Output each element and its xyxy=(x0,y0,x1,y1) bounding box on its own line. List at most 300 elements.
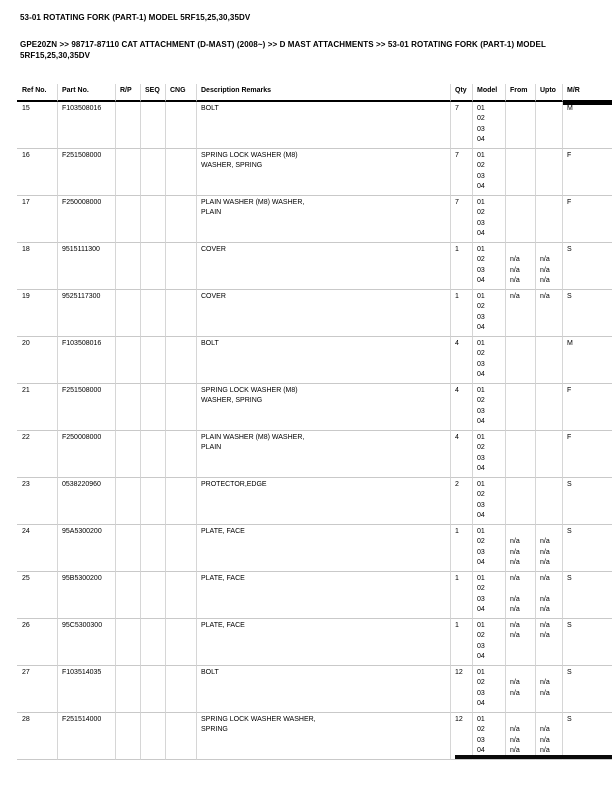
description-line: PLAIN WASHER (M8) WASHER, xyxy=(201,433,305,441)
cell-cng xyxy=(165,384,196,431)
cell-seq xyxy=(140,525,165,572)
cell-qty: 7 xyxy=(450,149,472,196)
upto-line xyxy=(540,668,560,679)
cell-description xyxy=(196,290,450,337)
table-row xyxy=(17,243,612,290)
cell-description xyxy=(196,149,450,196)
from-line xyxy=(510,584,533,595)
cell-part-no: 95C5300300 xyxy=(57,619,115,666)
from-line: n/a xyxy=(510,574,520,582)
description-line: PLAIN WASHER (M8) WASHER, xyxy=(201,198,305,206)
upto-line xyxy=(540,349,560,360)
upto-line: n/a xyxy=(540,632,550,639)
cell-rp xyxy=(115,525,140,572)
table-row xyxy=(17,290,612,337)
model-line: 02 xyxy=(477,162,485,169)
from-line xyxy=(510,480,533,491)
from-line: n/a xyxy=(510,679,520,686)
cell-description xyxy=(196,196,450,243)
from-line xyxy=(510,527,533,538)
model-line: 03 xyxy=(477,219,485,227)
description-line: PLATE, FACE xyxy=(201,621,245,629)
cell-cng xyxy=(165,337,196,384)
table-row xyxy=(17,619,612,666)
cell-qty: 7 xyxy=(450,102,472,149)
col-header-upto: Upto xyxy=(535,84,562,102)
upto-line: n/a xyxy=(540,266,550,274)
model-line: 02 xyxy=(477,632,485,639)
model-line: 04 xyxy=(477,559,485,566)
model-line: 02 xyxy=(477,538,485,545)
table-row xyxy=(17,666,612,713)
from-line: n/a xyxy=(510,559,520,566)
model-line: 02 xyxy=(477,209,485,216)
cell-seq xyxy=(140,290,165,337)
cell-mr: F xyxy=(562,431,612,478)
description-line: SPRING LOCK WASHER WASHER, xyxy=(201,715,316,723)
upto-line xyxy=(540,699,560,710)
cell-rp xyxy=(115,290,140,337)
cell-upto xyxy=(535,196,562,243)
from-line: n/a xyxy=(510,689,520,697)
upto-line xyxy=(540,715,560,726)
breadcrumb: GPE20ZN >> 98717-87110 CAT ATTACHMENT (D-MAST) (2008~) >> D MAST ATTACHMENTS >> 53-01 ROTATING FORK (PART-1) MODEL 5RF15,25,30,35DV xyxy=(20,40,546,60)
cell-part-no: 0538220960 xyxy=(57,478,115,525)
upto-line: n/a xyxy=(540,747,550,754)
upto-line: n/a xyxy=(540,548,550,556)
cell-seq xyxy=(140,666,165,713)
cell-cng xyxy=(165,572,196,619)
from-line xyxy=(510,302,533,313)
cell-model xyxy=(472,290,505,337)
from-line xyxy=(510,161,533,172)
cell-from xyxy=(505,666,535,713)
cell-upto xyxy=(535,478,562,525)
col-header-description: Description Remarks xyxy=(196,84,450,102)
cell-mr: S xyxy=(562,666,612,713)
model-line: 01 xyxy=(477,198,485,206)
from-line: n/a xyxy=(510,595,520,603)
cell-cng xyxy=(165,149,196,196)
cell-rp xyxy=(115,666,140,713)
table-row xyxy=(17,572,612,619)
cell-cng xyxy=(165,431,196,478)
col-header-mr: M/R xyxy=(562,84,612,102)
upto-line xyxy=(540,490,560,501)
model-line: 03 xyxy=(477,360,485,368)
model-line: 02 xyxy=(477,444,485,451)
cell-mr: M xyxy=(562,337,612,384)
cell-from xyxy=(505,384,535,431)
upto-line xyxy=(540,480,560,491)
table-row xyxy=(17,337,612,384)
upto-line xyxy=(540,161,560,172)
cell-ref-no: 28 xyxy=(17,713,57,760)
description-line: WASHER, SPRING xyxy=(201,162,263,169)
from-line xyxy=(510,360,533,371)
from-line xyxy=(510,245,533,256)
description-line: COVER xyxy=(201,292,226,300)
description-line: PLATE, FACE xyxy=(201,527,245,535)
cell-model xyxy=(472,572,505,619)
from-line xyxy=(510,104,533,115)
description-line: PROTECTOR,EDGE xyxy=(201,480,267,488)
upto-line xyxy=(540,443,560,454)
cell-cng xyxy=(165,525,196,572)
description-line: COVER xyxy=(201,245,226,253)
model-line: 01 xyxy=(477,480,485,488)
model-line: 04 xyxy=(477,512,485,519)
from-line xyxy=(510,433,533,444)
from-line xyxy=(510,396,533,407)
from-line xyxy=(510,370,533,381)
upto-line: n/a xyxy=(540,595,550,603)
description-line: SPRING xyxy=(201,726,228,733)
upto-line xyxy=(540,245,560,256)
model-line: 04 xyxy=(477,418,485,425)
cell-ref-no: 25 xyxy=(17,572,57,619)
from-line xyxy=(510,464,533,475)
from-line xyxy=(510,151,533,162)
model-line: 01 xyxy=(477,668,485,676)
from-line xyxy=(510,407,533,418)
table-row xyxy=(17,384,612,431)
col-header-seq: SEQ xyxy=(140,84,165,102)
upto-line: n/a xyxy=(540,559,550,566)
cell-upto xyxy=(535,431,562,478)
cell-upto xyxy=(535,149,562,196)
cell-model xyxy=(472,384,505,431)
from-line xyxy=(510,114,533,125)
upto-line xyxy=(540,208,560,219)
cell-from xyxy=(505,149,535,196)
description-line: BOLT xyxy=(201,339,219,347)
cell-rp xyxy=(115,431,140,478)
cell-qty: 4 xyxy=(450,384,472,431)
cell-qty: 1 xyxy=(450,619,472,666)
cell-model xyxy=(472,478,505,525)
cell-qty: 4 xyxy=(450,337,472,384)
from-line xyxy=(510,511,533,522)
model-line: 01 xyxy=(477,433,485,441)
cell-ref-no: 18 xyxy=(17,243,57,290)
cell-model xyxy=(472,337,505,384)
cell-seq xyxy=(140,149,165,196)
table-row xyxy=(17,713,612,760)
cell-upto xyxy=(535,619,562,666)
model-line: 04 xyxy=(477,371,485,378)
from-line: n/a xyxy=(510,548,520,556)
cell-mr: F xyxy=(562,149,612,196)
cell-model xyxy=(472,196,505,243)
page-title: 53-01 ROTATING FORK (PART-1) MODEL 5RF15,25,30,35DV xyxy=(20,13,251,22)
cell-mr: M xyxy=(562,102,612,149)
cell-ref-no: 27 xyxy=(17,666,57,713)
from-line: n/a xyxy=(510,538,520,545)
cell-qty: 1 xyxy=(450,290,472,337)
cell-seq xyxy=(140,102,165,149)
from-line: n/a xyxy=(510,736,520,744)
upto-line: n/a xyxy=(540,689,550,697)
cell-part-no: F103514035 xyxy=(57,666,115,713)
cell-model xyxy=(472,431,505,478)
upto-line: n/a xyxy=(540,679,550,686)
upto-line: n/a xyxy=(540,574,550,582)
model-line: 04 xyxy=(477,653,485,660)
model-line: 04 xyxy=(477,747,485,754)
cell-from xyxy=(505,102,535,149)
table-header-row xyxy=(17,84,612,102)
from-line: n/a xyxy=(510,606,520,613)
description-line: PLAIN xyxy=(201,209,222,216)
model-line: 03 xyxy=(477,595,485,603)
upto-line xyxy=(540,313,560,324)
cell-model xyxy=(472,619,505,666)
from-line xyxy=(510,125,533,136)
upto-line xyxy=(540,370,560,381)
cell-cng xyxy=(165,196,196,243)
cell-model xyxy=(472,102,505,149)
model-line: 04 xyxy=(477,277,485,284)
cell-from xyxy=(505,431,535,478)
upto-line xyxy=(540,584,560,595)
model-line: 03 xyxy=(477,125,485,133)
upto-line: n/a xyxy=(540,726,550,733)
from-line xyxy=(510,339,533,350)
from-line xyxy=(510,219,533,230)
from-line xyxy=(510,386,533,397)
model-line: 01 xyxy=(477,292,485,300)
from-line xyxy=(510,652,533,663)
cell-cng xyxy=(165,243,196,290)
cell-upto xyxy=(535,337,562,384)
from-line xyxy=(510,699,533,710)
cell-description xyxy=(196,478,450,525)
cell-rp xyxy=(115,102,140,149)
cell-part-no: F103508016 xyxy=(57,337,115,384)
col-header-ref-no: Ref No. xyxy=(17,84,57,102)
cell-qty: 12 xyxy=(450,666,472,713)
from-line xyxy=(510,313,533,324)
model-line: 03 xyxy=(477,501,485,509)
cell-upto xyxy=(535,713,562,760)
upto-line xyxy=(540,407,560,418)
cell-qty: 7 xyxy=(450,196,472,243)
cell-from xyxy=(505,619,535,666)
from-line: n/a xyxy=(510,747,520,754)
cell-qty: 4 xyxy=(450,431,472,478)
cell-seq xyxy=(140,243,165,290)
cell-from xyxy=(505,572,535,619)
cell-mr: S xyxy=(562,619,612,666)
table-row xyxy=(17,102,612,149)
cell-ref-no: 22 xyxy=(17,431,57,478)
cell-ref-no: 21 xyxy=(17,384,57,431)
col-header-from: From xyxy=(505,84,535,102)
cell-part-no: 9525117300 xyxy=(57,290,115,337)
from-line xyxy=(510,501,533,512)
from-line: n/a xyxy=(510,256,520,263)
cell-model xyxy=(472,243,505,290)
cell-part-no: F251514000 xyxy=(57,713,115,760)
model-line: 03 xyxy=(477,454,485,462)
upto-line xyxy=(540,172,560,183)
cell-qty: 1 xyxy=(450,525,472,572)
cell-seq xyxy=(140,713,165,760)
model-line: 04 xyxy=(477,183,485,190)
model-line: 02 xyxy=(477,585,485,592)
cell-mr: S xyxy=(562,478,612,525)
cell-ref-no: 20 xyxy=(17,337,57,384)
upto-line xyxy=(540,386,560,397)
cell-upto xyxy=(535,666,562,713)
description-line: WASHER, SPRING xyxy=(201,397,263,404)
upto-line: n/a xyxy=(540,538,550,545)
model-line: 03 xyxy=(477,407,485,415)
upto-line xyxy=(540,302,560,313)
upto-line xyxy=(540,454,560,465)
from-line xyxy=(510,349,533,360)
from-line xyxy=(510,443,533,454)
table-row xyxy=(17,149,612,196)
model-line: 03 xyxy=(477,689,485,697)
model-line: 03 xyxy=(477,172,485,180)
upto-line xyxy=(540,527,560,538)
model-line: 03 xyxy=(477,266,485,274)
cell-rp xyxy=(115,149,140,196)
model-line: 01 xyxy=(477,386,485,394)
model-line: 02 xyxy=(477,115,485,122)
upto-line xyxy=(540,104,560,115)
model-line: 02 xyxy=(477,491,485,498)
cell-part-no: F250008000 xyxy=(57,431,115,478)
cell-part-no: 9515111300 xyxy=(57,243,115,290)
cell-description xyxy=(196,572,450,619)
cell-seq xyxy=(140,384,165,431)
model-line: 01 xyxy=(477,245,485,253)
cell-ref-no: 26 xyxy=(17,619,57,666)
model-line: 03 xyxy=(477,642,485,650)
cell-part-no: 95A5300200 xyxy=(57,525,115,572)
from-line: n/a xyxy=(510,621,520,629)
cell-part-no: F103508016 xyxy=(57,102,115,149)
upto-line xyxy=(540,433,560,444)
cell-description xyxy=(196,102,450,149)
cell-description xyxy=(196,384,450,431)
cell-rp xyxy=(115,713,140,760)
cell-cng xyxy=(165,290,196,337)
cell-rp xyxy=(115,243,140,290)
cell-ref-no: 19 xyxy=(17,290,57,337)
upto-line xyxy=(540,360,560,371)
cell-upto xyxy=(535,102,562,149)
model-line: 02 xyxy=(477,350,485,357)
cell-rp xyxy=(115,619,140,666)
model-line: 01 xyxy=(477,527,485,535)
model-line: 02 xyxy=(477,679,485,686)
from-line xyxy=(510,668,533,679)
from-line xyxy=(510,642,533,653)
upto-line: n/a xyxy=(540,606,550,613)
upto-line xyxy=(540,511,560,522)
from-line: n/a xyxy=(510,277,520,284)
description-line: PLATE, FACE xyxy=(201,574,245,582)
upto-line xyxy=(540,339,560,350)
upto-line xyxy=(540,135,560,146)
model-line: 01 xyxy=(477,339,485,347)
cell-cng xyxy=(165,102,196,149)
cell-cng xyxy=(165,666,196,713)
col-header-rp: R/P xyxy=(115,84,140,102)
cell-part-no: 95B5300200 xyxy=(57,572,115,619)
model-line: 02 xyxy=(477,256,485,263)
from-line: n/a xyxy=(510,726,520,733)
cell-model xyxy=(472,713,505,760)
upto-line: n/a xyxy=(540,256,550,263)
description-line: PLAIN xyxy=(201,444,222,451)
from-line xyxy=(510,135,533,146)
cell-seq xyxy=(140,478,165,525)
cell-from xyxy=(505,525,535,572)
cell-rp xyxy=(115,337,140,384)
cell-rp xyxy=(115,384,140,431)
parts-table xyxy=(17,84,612,760)
cell-seq xyxy=(140,196,165,243)
model-line: 02 xyxy=(477,397,485,404)
cell-from xyxy=(505,290,535,337)
model-line: 02 xyxy=(477,726,485,733)
model-line: 04 xyxy=(477,700,485,707)
cell-model xyxy=(472,666,505,713)
upto-line xyxy=(540,229,560,240)
cell-rp xyxy=(115,478,140,525)
cell-mr: F xyxy=(562,196,612,243)
cell-mr: S xyxy=(562,572,612,619)
cell-qty: 2 xyxy=(450,478,472,525)
upto-line xyxy=(540,219,560,230)
cell-description xyxy=(196,525,450,572)
cell-seq xyxy=(140,619,165,666)
cell-description xyxy=(196,243,450,290)
cell-description xyxy=(196,619,450,666)
from-line xyxy=(510,198,533,209)
cell-qty: 12 xyxy=(450,713,472,760)
upto-line xyxy=(540,652,560,663)
cell-description xyxy=(196,666,450,713)
from-line: n/a xyxy=(510,292,520,300)
upto-line xyxy=(540,125,560,136)
cell-mr: S xyxy=(562,525,612,572)
upto-line xyxy=(540,501,560,512)
cell-qty: 1 xyxy=(450,243,472,290)
table-row xyxy=(17,196,612,243)
cell-from xyxy=(505,243,535,290)
cell-description xyxy=(196,431,450,478)
cell-upto xyxy=(535,384,562,431)
cell-upto xyxy=(535,290,562,337)
from-line: n/a xyxy=(510,632,520,639)
description-line: BOLT xyxy=(201,668,219,676)
model-line: 01 xyxy=(477,151,485,159)
model-line: 01 xyxy=(477,715,485,723)
model-line: 01 xyxy=(477,574,485,582)
model-line: 04 xyxy=(477,136,485,143)
cell-description xyxy=(196,337,450,384)
cell-from xyxy=(505,478,535,525)
from-line xyxy=(510,417,533,428)
description-line: BOLT xyxy=(201,104,219,112)
model-line: 04 xyxy=(477,230,485,237)
